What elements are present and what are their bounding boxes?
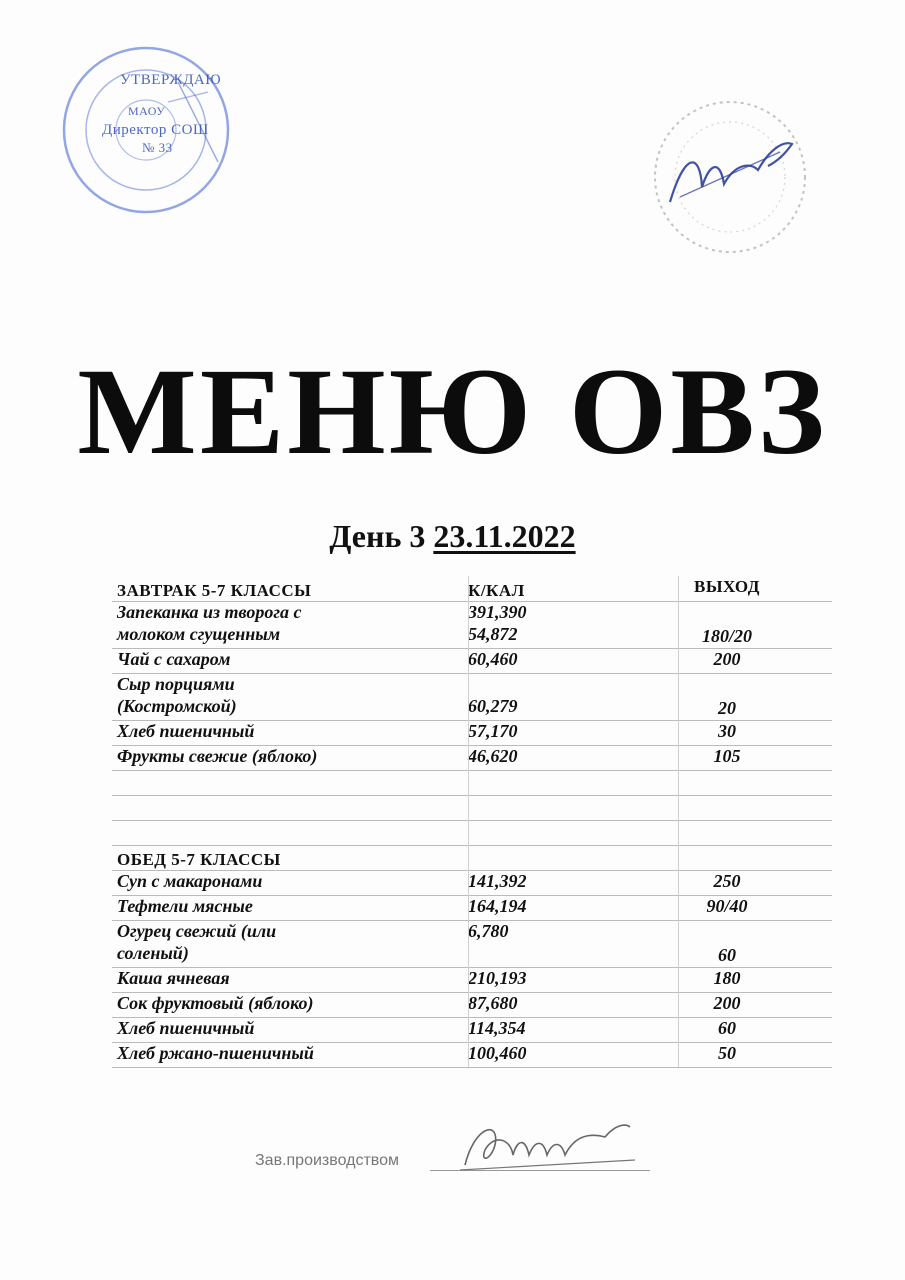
stamp-approve-text: УТВЕРЖДАЮ: [120, 72, 222, 88]
lunch-header-row: [112, 845, 832, 871]
breakfast-header-row: [112, 576, 832, 602]
table-row: [112, 895, 832, 921]
dish-output: 20: [718, 698, 736, 718]
table-row: [112, 967, 832, 993]
dish-output: 90/40: [706, 896, 748, 916]
dish-output: 200: [713, 649, 741, 669]
table-row: [112, 648, 832, 674]
dish-kcal: 141,392: [468, 871, 527, 891]
stamp-number-text: № 33: [142, 140, 173, 155]
dish-kcal: 100,460: [468, 1043, 527, 1063]
dish-kcal: 210,193: [468, 968, 527, 988]
table-row: [112, 920, 832, 968]
empty-row: [112, 770, 832, 796]
dish-name: Хлеб пшеничный: [117, 721, 255, 741]
table-row: [112, 601, 832, 649]
day-heading: [0, 516, 905, 556]
table-row: [112, 745, 832, 771]
table-row: [112, 1042, 832, 1068]
dish-kcal: 60,279: [468, 696, 518, 716]
breakfast-section-header: ЗАВТРАК 5-7 КЛАССЫ: [117, 581, 312, 600]
kcal-column-header: К/КАЛ: [468, 581, 525, 600]
dish-name: молоком сгущенным: [117, 624, 281, 644]
dish-name: Огурец свежий (или: [117, 921, 277, 941]
dish-output: 50: [718, 1043, 736, 1063]
dish-kcal: 46,620: [468, 746, 518, 766]
page-title: МЕНЮ ОВЗ: [77, 343, 828, 480]
table-row: [112, 992, 832, 1018]
dish-output: 60: [718, 1018, 736, 1038]
seal-stamp: [640, 92, 815, 262]
dish-name: Тефтели мясные: [117, 896, 253, 916]
day-label: День 3: [329, 518, 426, 554]
dish-output: 30: [718, 721, 736, 741]
lunch-section-header: ОБЕД 5-7 КЛАССЫ: [117, 850, 281, 869]
dish-output: 200: [713, 993, 741, 1013]
dish-name: (Костромской): [117, 696, 237, 716]
dish-kcal: 114,354: [468, 1018, 526, 1038]
dish-name: соленый): [117, 943, 189, 963]
table-row: [112, 673, 832, 721]
dish-output: 180: [713, 968, 741, 988]
dish-kcal: 57,170: [468, 721, 518, 741]
stamp-org-text: МАОУ: [128, 104, 166, 118]
table-row: [112, 1017, 832, 1043]
column-separator: [678, 576, 679, 1067]
column-separator: [468, 576, 469, 1067]
dish-name: Суп с макаронами: [117, 871, 263, 891]
dish-name: Хлеб ржано-пшеничный: [117, 1043, 314, 1063]
approval-stamp: [58, 42, 238, 222]
stamp-director-text: Директор СОШ: [102, 122, 209, 138]
dish-kcal: 60,460: [468, 649, 518, 669]
empty-row: [112, 795, 832, 821]
row-rule: [112, 1067, 832, 1068]
dish-output: 60: [718, 945, 736, 965]
dish-name: Сок фруктовый (яблоко): [117, 993, 314, 1013]
dish-output: 250: [713, 871, 741, 891]
footer-label: Зав.производством: [255, 1152, 399, 1169]
dish-output: 105: [713, 746, 741, 766]
dish-name: Фрукты свежие (яблоко): [117, 746, 318, 766]
table-row: [112, 720, 832, 746]
day-date: 23.11.2022: [433, 518, 576, 554]
dish-kcal: 6,780: [468, 921, 509, 941]
dish-kcal: 54,872: [468, 624, 518, 644]
output-column-header: ВЫХОД: [693, 577, 761, 596]
dish-name: Чай с сахаром: [117, 649, 231, 669]
dish-name: Запеканка из творога с: [117, 602, 302, 622]
dish-kcal: 87,680: [468, 993, 518, 1013]
empty-row: [112, 820, 832, 846]
dish-output: 180/20: [701, 626, 752, 646]
table-row: [112, 870, 832, 896]
dish-name: Хлеб пшеничный: [117, 1018, 255, 1038]
dish-kcal: 164,194: [468, 896, 527, 916]
production-signature: [455, 1115, 645, 1185]
dish-name: Каша ячневая: [117, 968, 230, 988]
dish-kcal: 391,390: [468, 602, 527, 622]
dish-name: Сыр порциями: [117, 674, 235, 694]
